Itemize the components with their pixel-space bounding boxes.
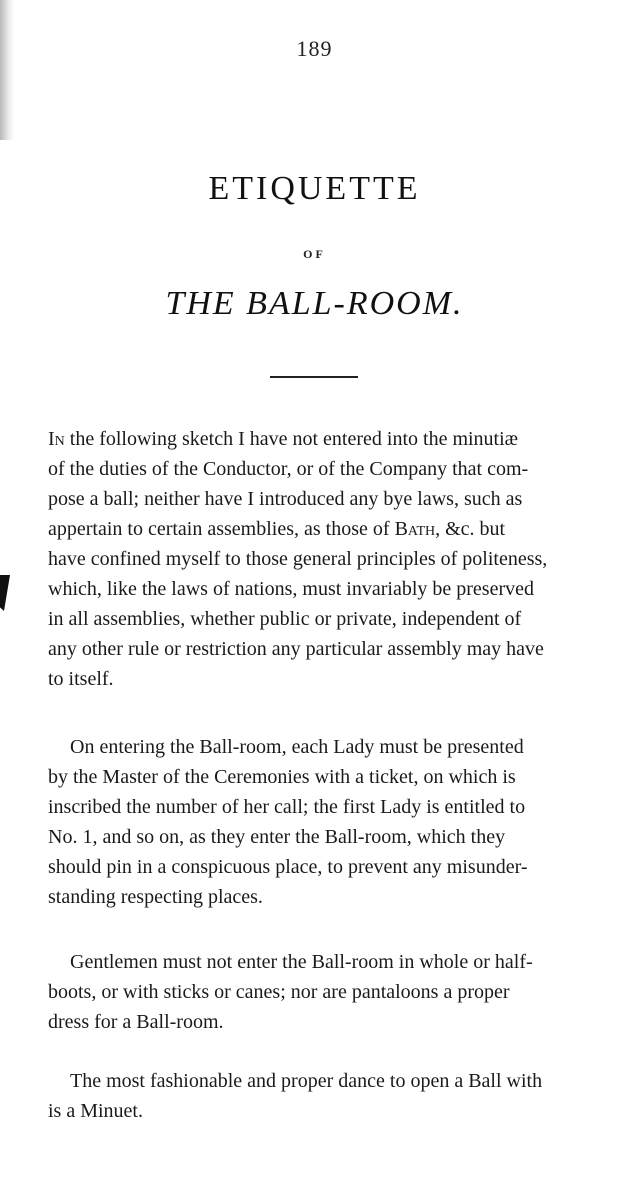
text-line bbox=[48, 732, 598, 762]
text-fragment: The most fashionable and proper dance to open a Ball with bbox=[70, 1070, 543, 1092]
text-line: boots, or with sticks or canes; nor are pantaloons a proper bbox=[48, 981, 510, 1003]
text-line: is a Minuet. bbox=[48, 1100, 143, 1122]
binding-shadow bbox=[0, 0, 14, 140]
text-line: pose a ball; neither have I introduced any bye laws, such as bbox=[48, 488, 523, 510]
text-line: should pin in a conspicuous place, to prevent any misunder- bbox=[48, 856, 528, 878]
text-line: standing respecting places. bbox=[48, 886, 263, 908]
paragraph-2 bbox=[48, 732, 598, 912]
text-line: of the duties of the Conductor, or of the Company that com- bbox=[48, 458, 529, 480]
text-line bbox=[48, 424, 598, 454]
text-line: have confined myself to those general principles of politeness, bbox=[48, 548, 548, 570]
text-line bbox=[48, 947, 598, 977]
title-connector: OF bbox=[303, 247, 326, 261]
page-number: 189 bbox=[296, 36, 333, 61]
text-line: in all assemblies, whether public or private, independent of bbox=[48, 608, 522, 630]
text-line: to itself. bbox=[48, 668, 114, 690]
paragraph-3 bbox=[48, 947, 598, 1037]
text-fragment: the following sketch I have not entered into the minutiæ bbox=[69, 428, 519, 450]
text-line bbox=[48, 514, 598, 544]
paragraph-1 bbox=[48, 424, 598, 694]
text-fragment: appertain to certain assemblies, as those of bbox=[48, 518, 390, 540]
title-divider bbox=[270, 376, 358, 378]
margin-ink-mark bbox=[0, 575, 10, 611]
text-fragment: Gentlemen must not enter the Ball-room in whole or half- bbox=[70, 951, 533, 973]
text-fragment: , &c. but bbox=[435, 518, 506, 540]
text-line: No. 1, and so on, as they enter the Ball-room, which they bbox=[48, 826, 506, 848]
page-title: ETIQUETTE bbox=[208, 170, 421, 207]
text-line: dress for a Ball-room. bbox=[48, 1011, 224, 1033]
text-line: any other rule or restriction any particular assembly may have bbox=[48, 638, 544, 660]
paragraph-4 bbox=[48, 1066, 598, 1126]
text-fragment: On entering the Ball-room, each Lady must be presented bbox=[70, 736, 524, 758]
drop-lead: In bbox=[48, 428, 65, 450]
page-subtitle: THE BALL-ROOM. bbox=[165, 285, 464, 322]
text-line: which, like the laws of nations, must invariably be preserved bbox=[48, 578, 534, 600]
text-line: inscribed the number of her call; the first Lady is entitled to bbox=[48, 796, 526, 818]
text-line bbox=[48, 1066, 598, 1096]
text-line: by the Master of the Ceremonies with a ticket, on which is bbox=[48, 766, 516, 788]
place-name: Bath bbox=[394, 518, 436, 540]
